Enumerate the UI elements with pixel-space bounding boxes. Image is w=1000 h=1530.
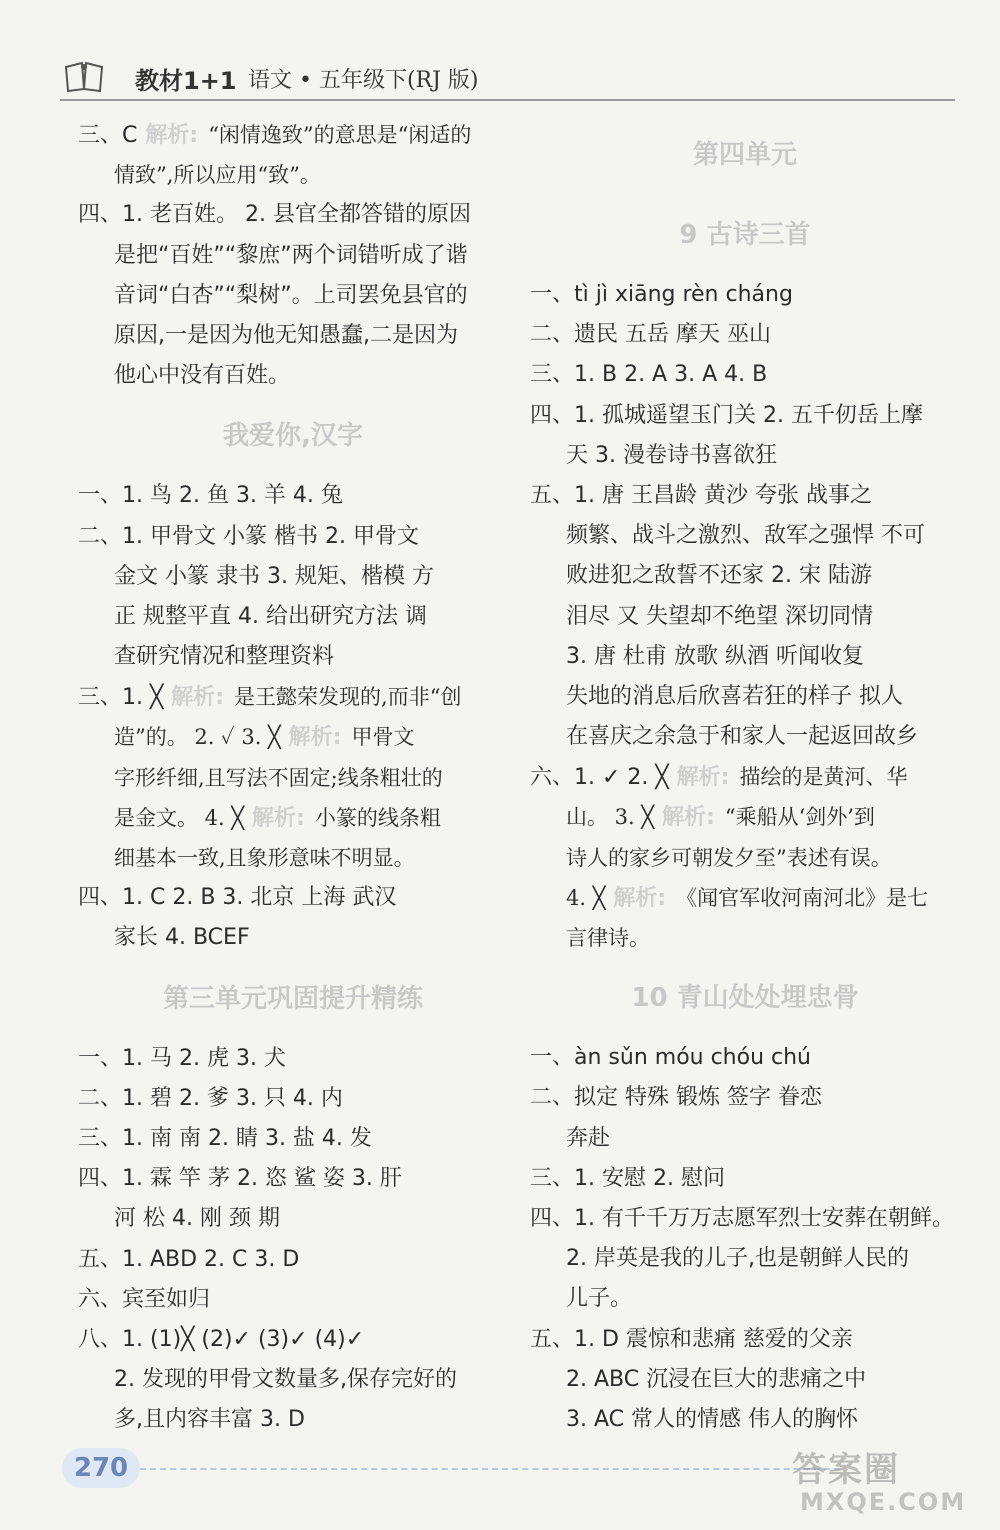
answer-line: 四、1. 有千千万万志愿军烈士安葬在朝鲜。	[530, 1205, 954, 1231]
answer-line: 正 规整平直 4. 给出研究方法 调	[114, 603, 427, 629]
book-title: 教材1+1	[135, 67, 237, 95]
answer-line: 儿子。	[566, 1286, 633, 1312]
answer-line: 泪尽 又 失望却不绝望 深切同情	[566, 603, 873, 629]
answer-line: 是金文。 4. ╳ 解析: 小篆的线条粗	[78, 798, 508, 838]
answer-line: 3. 唐 杜甫 放歌 纵酒 听闻收复	[566, 643, 864, 669]
subject-grade: 语文 • 五年级下(RJ 版)	[248, 68, 479, 93]
answer-line: 二、1. 碧 2. 爹 3. 只 4. 内	[78, 1085, 343, 1111]
answer-line: 一、1. 鸟 2. 鱼 3. 羊 4. 兔	[78, 483, 343, 509]
answer-line: 一、1. 马 2. 虎 3. 犬	[78, 1045, 286, 1071]
lesson-heading: 9 古诗三首	[679, 220, 811, 250]
answer-line: 六、宾至如归	[78, 1286, 211, 1312]
answer-line: 三、C 解析: “闲情逸致”的意思是“闲适的	[78, 115, 508, 155]
answer-line: 败进犯之敌誓不还家 2. 宋 陆游	[566, 563, 872, 589]
section-heading: 第三单元巩固提升精练	[162, 983, 423, 1014]
answer-line: 三、1. B 2. A 3. A 4. B	[530, 362, 768, 388]
answer-line: 三、1. 南 南 2. 睛 3. 盐 4. 发	[78, 1125, 372, 1151]
watermark-text: 答案圈	[792, 1450, 900, 1490]
answer-line: 2. ABC 沉浸在巨大的悲痛之中	[566, 1366, 867, 1392]
answer-line: 查研究情况和整理资料	[114, 644, 335, 670]
analysis-tag: 解析:	[676, 765, 730, 791]
answer-line: 他心中没有百姓。	[114, 363, 291, 389]
answer-line: 五、1. ABD 2. C 3. D	[78, 1246, 300, 1272]
answer-line: 三、1. 安慰 2. 慰问	[530, 1165, 725, 1191]
analysis-tag: 解析:	[252, 805, 305, 831]
answer-line: 字形纤细,且写法不固定;线条粗壮的	[114, 765, 443, 790]
answer-line: 造”的。 2. ✓ 3. ╳ 解析: 甲骨文	[78, 717, 508, 757]
answer-line: 多,且内容丰富 3. D	[114, 1407, 305, 1433]
page-header	[60, 55, 955, 101]
analysis-tag: 解析:	[288, 725, 342, 751]
analysis-tag: 解析:	[145, 123, 199, 148]
footer-divider	[140, 1468, 840, 1470]
analysis-tag: 解析:	[613, 885, 667, 911]
lesson-heading: 10 青山处处埋忠骨	[631, 983, 859, 1014]
section-heading: 我爱你,汉字	[223, 421, 363, 452]
answer-line: 奔赴	[566, 1125, 611, 1151]
unit-heading: 第四单元	[692, 140, 797, 170]
answer-line: 细基本一致,且象形意味不明显。	[114, 846, 415, 870]
answer-line: 四、1. 霖 竿 茅 2. 恣 鲨 姿 3. 肝	[78, 1166, 402, 1192]
answer-line: 失地的消息后欣喜若狂的样子 拟人	[566, 683, 903, 709]
answer-line: 音词“白杏”“梨树”。上司罢免县官的	[114, 282, 468, 308]
watermark-logo	[792, 1442, 982, 1524]
answer-line: 频繁、战斗之激烈、敌军之强悍 不可	[566, 523, 925, 549]
answer-line: 金文 小篆 隶书 3. 规矩、楷模 方	[114, 563, 434, 589]
answer-line: 一、àn sǔn móu chóu chú	[530, 1045, 812, 1071]
answer-line: 二、1. 甲骨文 小篆 楷书 2. 甲骨文	[78, 523, 419, 549]
answer-line: 山。 3. ╳ 解析: “乘船从‘剑外’到	[530, 797, 960, 837]
answer-line: 二、拟定 特殊 锻炼 签字 眷恋	[530, 1085, 822, 1111]
right-column	[530, 115, 960, 1440]
answer-line: 原因,一是因为他无知愚蠢,二是因为	[114, 322, 458, 348]
book-logo-icon	[62, 59, 106, 93]
answer-line: 四、1. 孤城遥望玉门关 2. 五千仞岳上摩	[530, 402, 923, 428]
answer-line: 四、1. 老百姓。 2. 县官全都答错的原因	[78, 202, 471, 228]
answer-line: 诗人的家乡可朝发夕至”表述有误。	[566, 845, 892, 870]
answer-line: 二、遗民 五岳 摩天 巫山	[530, 322, 771, 348]
answer-line: 四、1. C 2. B 3. 北京 上海 武汉	[78, 885, 397, 911]
answer-line: 情致”,所以应用“致”。	[114, 163, 321, 188]
answer-line: 一、tì jì xiāng rèn cháng	[530, 282, 793, 307]
answer-line: 五、1. 唐 王昌龄 黄沙 夸张 战事之	[530, 482, 872, 508]
answer-line: 2. 发现的甲骨文数量多,保存完好的	[114, 1367, 457, 1393]
answer-line: 八、1. (1)╳ (2)✓ (3)✓ (4)✓	[78, 1326, 365, 1352]
analysis-tag: 解析:	[662, 805, 715, 831]
answer-line: 言律诗。	[566, 926, 650, 950]
left-column	[78, 115, 508, 1440]
answer-line: 三、1. ╳ 解析: 是王懿荣发现的,而非“创	[78, 677, 508, 717]
answer-line: 2. 岸英是我的儿子,也是朝鲜人民的	[566, 1246, 909, 1272]
answer-line: 是把“百姓”“黎庶”两个词错听成了谐	[114, 242, 468, 268]
page-number: 270	[62, 1448, 140, 1488]
answer-line: 河 松 4. 刚 颈 期	[114, 1206, 280, 1232]
answer-line: 天 3. 漫卷诗书喜欲狂	[566, 442, 777, 468]
answer-line: 六、1. ✓ 2. ╳ 解析: 描绘的是黄河、华	[530, 757, 960, 797]
answer-line: 4. ╳ 解析: 《闻官军收河南河北》是七	[530, 878, 960, 918]
watermark-url: MXQE.COM	[800, 1488, 967, 1516]
answer-line: 五、1. D 震惊和悲痛 慈爱的父亲	[530, 1326, 853, 1352]
answer-line: 在喜庆之余急于和家人一起返回故乡	[566, 724, 919, 750]
answer-line: 家长 4. BCEF	[114, 925, 250, 951]
answer-line: 3. AC 常人的情感 伟人的胸怀	[566, 1406, 858, 1432]
analysis-tag: 解析:	[171, 685, 225, 711]
